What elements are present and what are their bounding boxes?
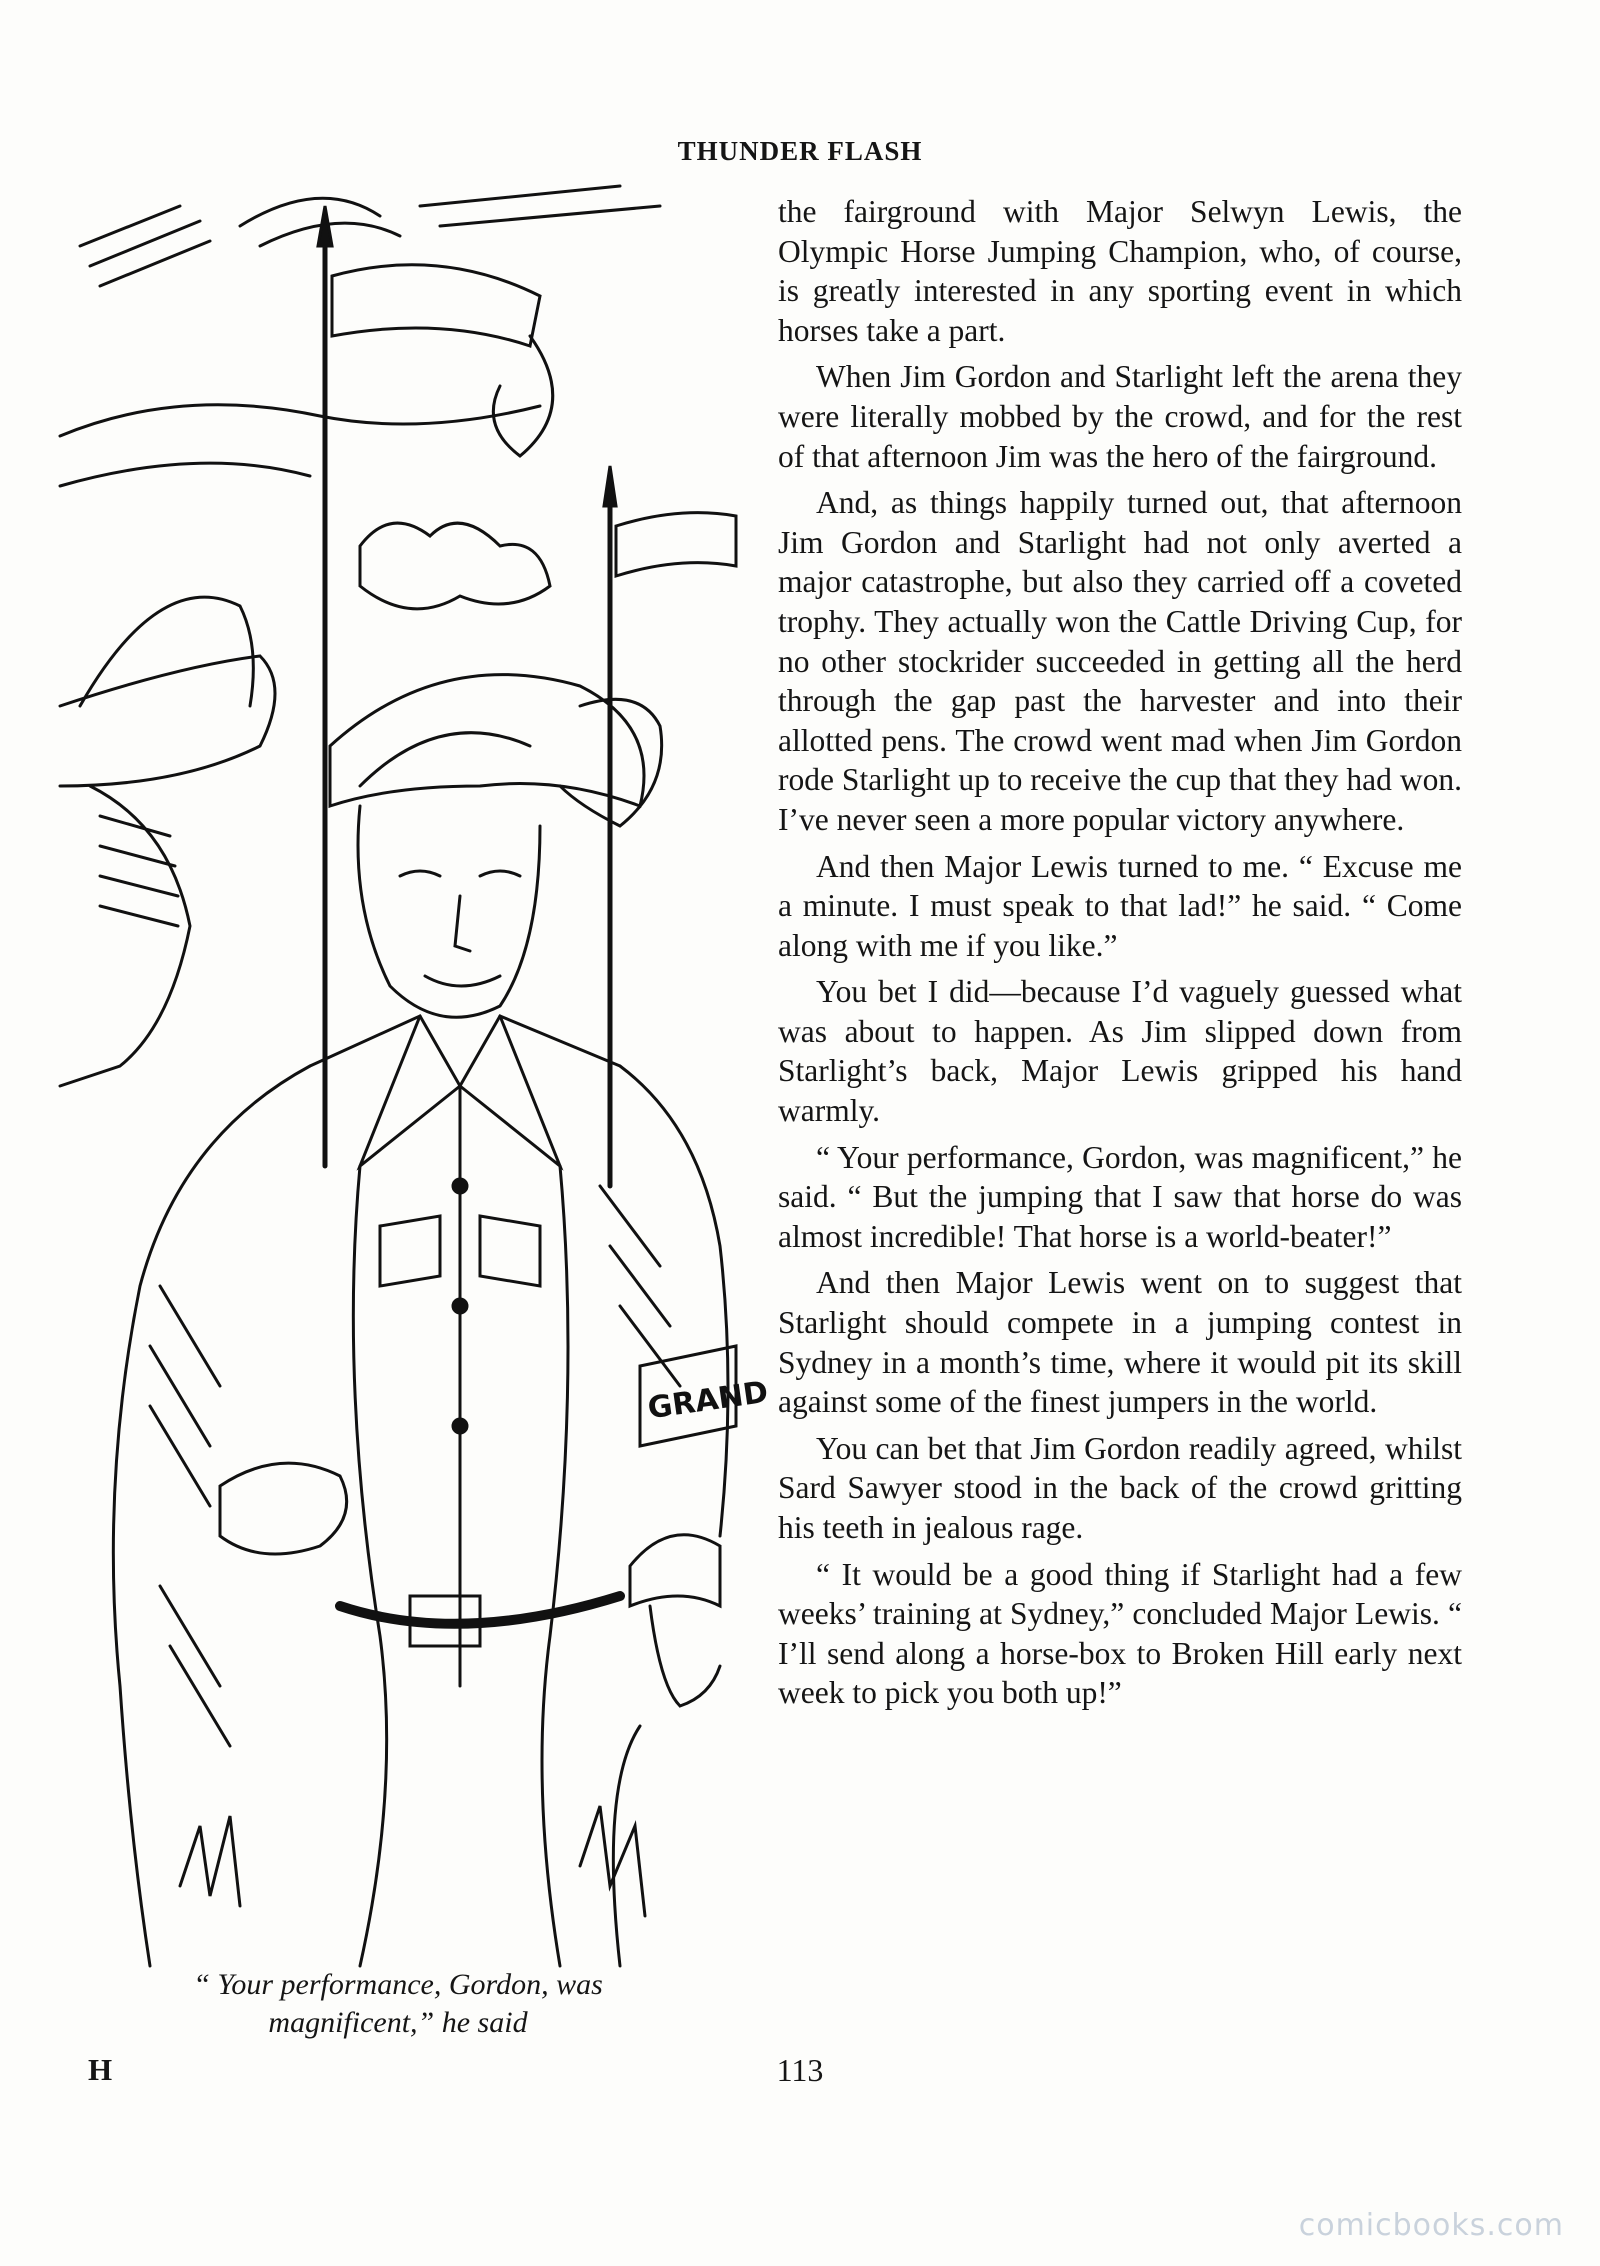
- caption-line-2: magnificent,” he said: [268, 2006, 528, 2039]
- watermark: comicbooks.com: [1298, 2208, 1564, 2243]
- body-text-column: [778, 192, 1462, 1720]
- paragraph: “ Your performance, Gordon, was magnificent,” he said. “ But the jumping that I saw that horse do was almost incredible! That horse is a world-beater!”: [778, 1139, 1462, 1254]
- signature-mark: H: [88, 2052, 113, 2087]
- page-number: 113: [776, 2052, 824, 2088]
- paragraph: You bet I did—because I’d vaguely guessed what was about to happen. As Jim slipped down from Starlight’s back, Major Lewis gripped his hand warmly.: [778, 974, 1462, 1129]
- paragraph: the fairground with Major Selwyn Lewis, the Olympic Horse Jumping Champion, who, of course, is greatly interested in any sporting event in which horses take a part.: [778, 194, 1462, 348]
- illustration: [60, 186, 771, 1966]
- paragraph: And then Major Lewis turned to me. “ Excuse me a minute. I must speak to that lad!” he said. “ Come along with me if you like.”: [778, 848, 1462, 963]
- running-title: THUNDER FLASH: [677, 136, 923, 166]
- illustration-drawing: [60, 186, 771, 1966]
- paragraph: And, as things happily turned out, that afternoon Jim Gordon and Starlight had not only averted a major catastrophe, but also they carried off a coveted trophy. They actually won the Cattle Driving Cup, for no other stockrider succeeded in getting all the herd through the gap past the harvester and into their allotted pens. The crowd went mad when Jim Gordon rode Starlight up to receive the cup that they had won. I’ve never seen a more popular victory anywhere.: [778, 485, 1462, 837]
- paragraph: When Jim Gordon and Starlight left the arena they were literally mobbed by the crowd, and for the rest of that afternoon Jim was the hero of the fairground.: [778, 359, 1462, 474]
- grand-sign-text: GRAND: [645, 1374, 771, 1427]
- paragraph: And then Major Lewis went on to suggest that Starlight should compete in a jumping contest in Sydney in a month’s time, where it would pit its skill against some of the finest jumpers in the world.: [778, 1265, 1462, 1420]
- paragraph: You can bet that Jim Gordon readily agreed, whilst Sard Sawyer stood in the back of the crowd gritting his teeth in jealous rage.: [778, 1430, 1462, 1545]
- illustration-caption: [80, 1966, 716, 2042]
- paragraph: “ It would be a good thing if Starlight had a few weeks’ training at Sydney,” concluded Major Lewis. “ I’ll send along a horse-box to Broken Hill early next week to pick you both up!”: [778, 1556, 1462, 1711]
- caption-line-1: “ Your performance, Gordon, was: [193, 1968, 603, 2001]
